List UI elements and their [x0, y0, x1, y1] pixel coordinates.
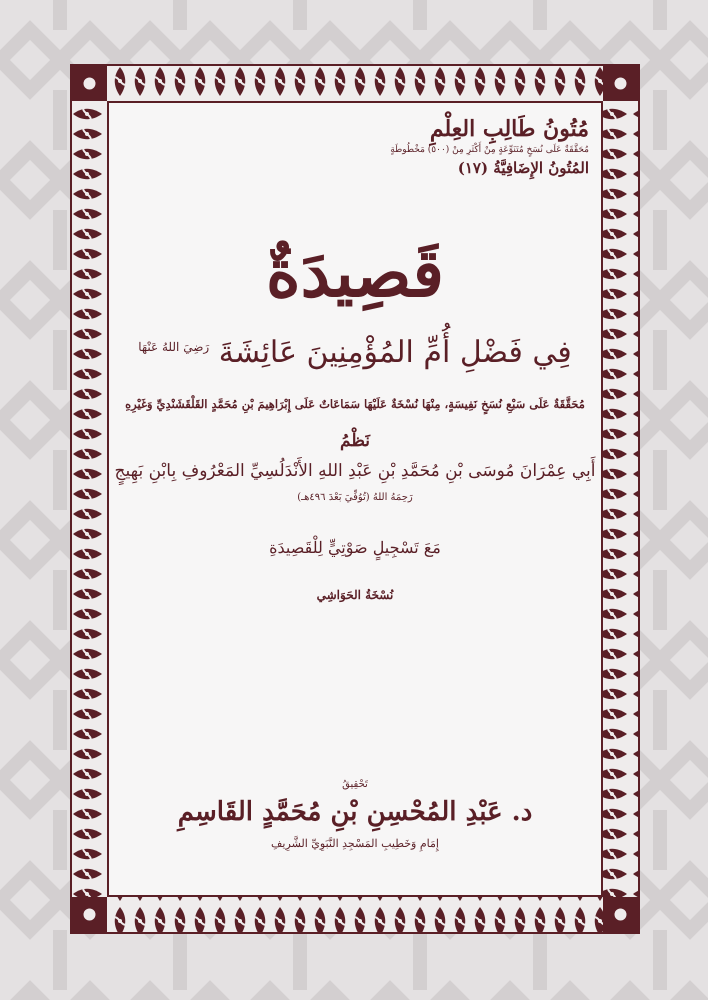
author-name: أَبِي عِمْرَانَ مُوسَى بْنِ مُحَمَّدِ بْنِ عَبْدِ اللهِ الأَنْدَلُسِيِّ المَعْرُوفِ بِابْنِ بَهِيجٍ: [114, 461, 596, 481]
nazm-label: نَظْمُ: [340, 431, 370, 451]
cover-content: [107, 101, 603, 897]
audio-note: مَعَ تَسْجِيلٍ صَوْتِيٍّ لِلْقَصِيدَةِ: [269, 538, 441, 557]
editor-role: إِمَامِ وَخَطِيبِ المَسْجِدِ النَّبَوِيِّ الشَّرِيفِ: [271, 837, 439, 850]
series-number: المُتُونُ الإِضَافِيَّةُ (١٧): [457, 159, 589, 177]
series-subtitle: مُحَقَّقَةٌ عَلَى نُسَخٍ مُتَنَوِّعَةٍ مِنْ أَكْثَرِ مِنْ (٥٠٠) مَخْطُوطَةٍ: [390, 145, 589, 155]
verified-note: مُحَقَّقَةٌ عَلَى سَبْعِ نُسَخٍ نَفِيسَةٍ، مِنْهَا نُسْخَةٌ عَلَيْهَا سَمَاعَاتٌ عَلَى إِبْرَاهِيمَ بْنِ مُحَمَّدٍ القَلْقَشَنْدِيِّ وَغَيْرِهِ: [125, 397, 585, 411]
honorific: رَضِيَ اللهُ عَنْهَا: [138, 340, 210, 354]
tahqiq-label: تَحْقِيقُ: [342, 779, 368, 790]
author-death: رَحِمَهُ اللهُ (تُوُفِّيَ بَعْدَ ٤٩٦هـ): [297, 492, 413, 503]
book-subtitle: [107, 325, 603, 375]
series-block: [389, 115, 589, 179]
book-subtitle-text: فِي فَضْلِ أُمِّ المُؤْمِنِينَ عَائِشَةَ: [218, 335, 572, 370]
editor-name: د. عَبْدِ المُحْسِنِ بْنِ مُحَمَّدٍ القَاسِمِ: [177, 797, 533, 827]
book-title: قَصِيدَةٌ: [266, 234, 444, 312]
edition-label: نُسْخَةُ الحَوَاشِي: [316, 588, 394, 602]
series-title: مُتُونُ طَالِبِ العِلْمِ: [429, 116, 589, 142]
